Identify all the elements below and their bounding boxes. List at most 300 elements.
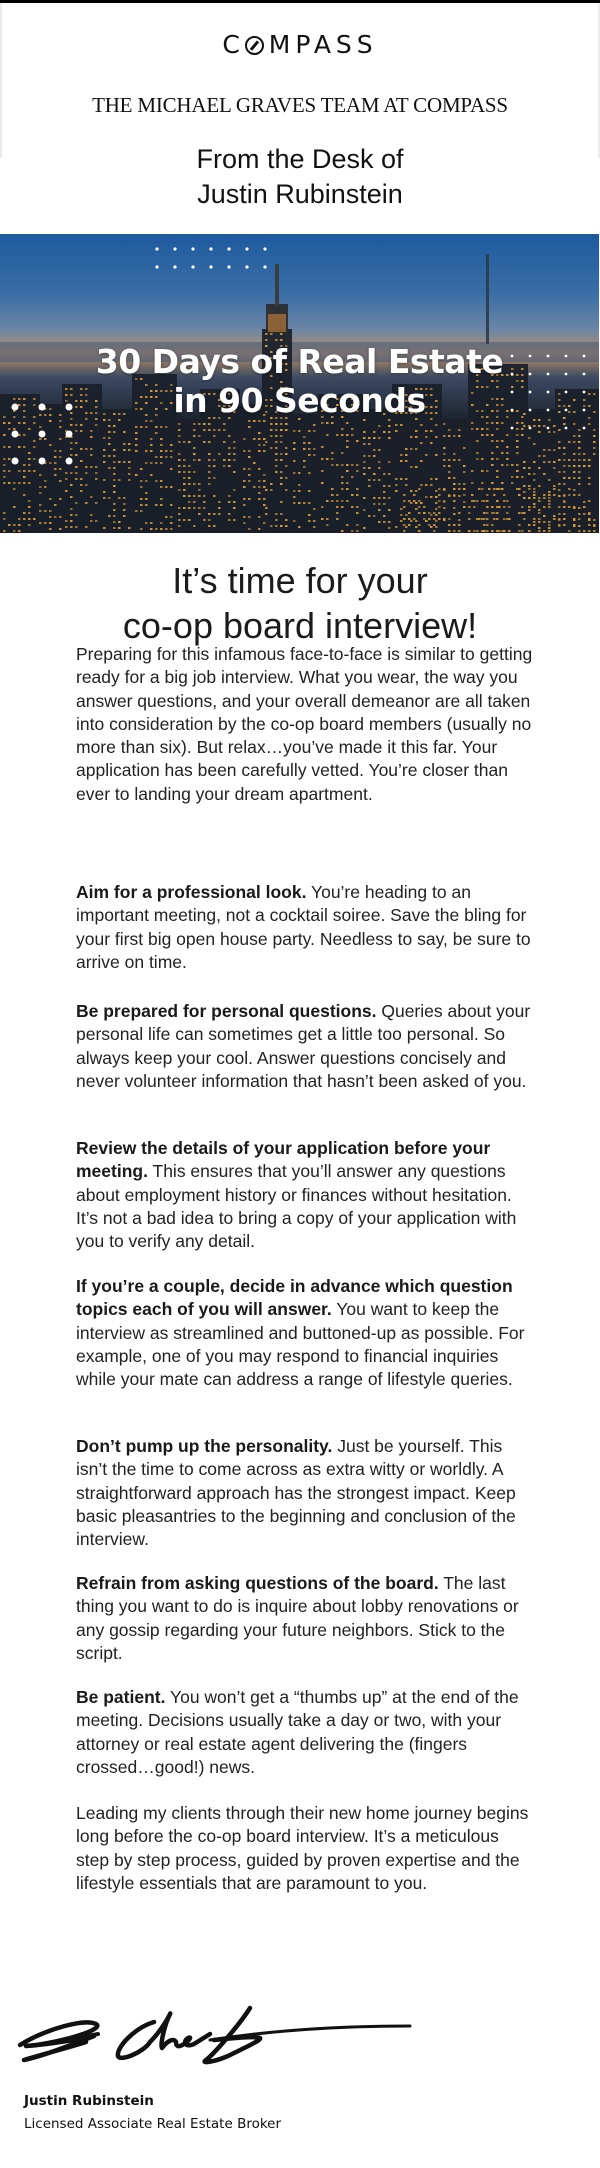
window-light [183, 495, 186, 497]
window-light [528, 506, 531, 508]
window-light [478, 488, 481, 490]
window-light [435, 490, 438, 492]
window-light [400, 514, 403, 516]
window-light [128, 473, 131, 475]
window-light [258, 516, 261, 518]
window-light [3, 476, 6, 478]
window-light [331, 422, 334, 424]
window-light [285, 423, 288, 425]
window-light [108, 515, 111, 517]
window-light [160, 456, 163, 458]
window-light [8, 428, 11, 430]
window-light [471, 494, 474, 496]
window-light [28, 512, 31, 514]
window-light [108, 467, 111, 469]
window-light [28, 500, 31, 502]
window-light [285, 465, 288, 467]
window-light [418, 500, 421, 502]
window-light [491, 524, 494, 526]
window-light [573, 489, 576, 491]
window-light [563, 471, 566, 473]
window-light [321, 470, 324, 472]
tip-lead: Aim for a professional look. [76, 882, 307, 902]
window-light [248, 456, 251, 458]
window-light [270, 435, 273, 437]
window-light [213, 477, 216, 479]
window-light [533, 518, 536, 520]
window-light [293, 520, 296, 522]
window-light [140, 510, 143, 512]
window-light [516, 422, 519, 424]
window-light [75, 430, 78, 432]
window-light [44, 480, 47, 482]
window-light [44, 486, 47, 488]
window-light [458, 429, 461, 431]
window-light [471, 428, 474, 430]
window-light [3, 434, 6, 436]
window-light [183, 489, 186, 491]
window-light [265, 513, 268, 515]
window-light [178, 441, 181, 443]
window-light [553, 485, 556, 487]
window-light [400, 478, 403, 480]
window-light [178, 453, 181, 455]
window-light [438, 518, 441, 520]
window-light [508, 530, 511, 532]
window-light [150, 522, 153, 524]
window-light [336, 518, 339, 520]
dot-grid-top [155, 247, 158, 250]
window-light [558, 429, 561, 431]
window-light [346, 434, 349, 436]
window-light [415, 508, 418, 510]
compass-o-icon [245, 36, 264, 55]
window-light [140, 504, 143, 506]
window-light [548, 521, 551, 523]
window-light [578, 429, 581, 431]
window-light [573, 435, 576, 437]
window-light [113, 461, 116, 463]
window-light [140, 426, 143, 428]
window-light [558, 524, 561, 526]
window-light [373, 437, 376, 439]
window-light [405, 460, 408, 462]
window-light [160, 522, 163, 524]
window-light [198, 489, 201, 491]
window-light [193, 435, 196, 437]
window-light [496, 476, 499, 478]
window-light [378, 437, 381, 439]
window-light [213, 429, 216, 431]
window-light [528, 497, 531, 499]
window-light [405, 454, 408, 456]
window-light [160, 486, 163, 488]
window-light [23, 476, 26, 478]
tip-paragraph [76, 1572, 536, 1665]
window-light [418, 512, 421, 514]
window-light [548, 479, 551, 481]
window-light [433, 518, 436, 520]
window-light [563, 524, 566, 526]
window-light [18, 482, 21, 484]
window-light [503, 530, 506, 532]
window-light [563, 506, 566, 508]
window-light [233, 441, 236, 443]
window-light [23, 422, 26, 424]
window-light [140, 486, 143, 488]
window-light [263, 420, 266, 422]
window-light [293, 448, 296, 450]
tip-paragraph [76, 1435, 536, 1551]
window-light [405, 514, 408, 516]
window-light [533, 503, 536, 505]
tip-paragraph [76, 1686, 536, 1779]
tip-paragraph [76, 881, 536, 974]
window-light [388, 485, 391, 487]
window-light [578, 483, 581, 485]
window-light [481, 488, 484, 490]
window-light [341, 488, 344, 490]
window-light [523, 497, 526, 499]
window-light [178, 507, 181, 509]
window-light [128, 449, 131, 451]
window-light [458, 524, 461, 526]
window-light [493, 494, 496, 496]
window-light [516, 452, 519, 454]
window-light [8, 482, 11, 484]
window-light [263, 504, 266, 506]
window-light [113, 479, 116, 481]
window-light [3, 422, 6, 424]
window-light [293, 502, 296, 504]
window-light [420, 442, 423, 444]
window-light [538, 431, 541, 433]
window-light [573, 477, 576, 479]
window-light [583, 453, 586, 455]
window-light [293, 430, 296, 432]
window-light [150, 528, 153, 530]
window-light [90, 454, 93, 456]
window-light [160, 498, 163, 500]
window-light [8, 446, 11, 448]
window-light [170, 468, 173, 470]
window-light [568, 530, 571, 532]
window-light [588, 483, 591, 485]
window-light [548, 461, 551, 463]
window-light [303, 466, 306, 468]
window-light [70, 520, 73, 522]
window-light [33, 446, 36, 448]
empire-state-spire [275, 264, 279, 306]
window-light [435, 508, 438, 510]
window-light [223, 423, 226, 425]
window-light [430, 514, 433, 516]
window-light [356, 440, 359, 442]
window-light [558, 513, 561, 515]
window-light [248, 420, 251, 422]
window-light [44, 522, 47, 524]
window-light [170, 450, 173, 452]
tip-lead: Don’t pump up the personality. [76, 1436, 333, 1456]
tower-spire [486, 254, 489, 344]
window-light [563, 518, 566, 520]
window-light [108, 425, 111, 427]
window-light [408, 512, 411, 514]
window-light [383, 473, 386, 475]
window-light [135, 426, 138, 428]
window-light [486, 524, 489, 526]
window-light [258, 432, 261, 434]
window-light [275, 453, 278, 455]
window-light [415, 466, 418, 468]
window-light [170, 444, 173, 446]
window-light [538, 425, 541, 427]
window-light [331, 452, 334, 454]
window-light [208, 513, 211, 515]
window-light [528, 485, 531, 487]
window-light [413, 518, 416, 520]
window-light [223, 441, 226, 443]
window-light [49, 510, 52, 512]
window-light [383, 521, 386, 523]
window-light [523, 491, 526, 493]
window-light [491, 482, 494, 484]
window-light [113, 473, 116, 475]
window-light [321, 446, 324, 448]
window-light [23, 512, 26, 514]
window-light [521, 476, 524, 478]
window-light [198, 483, 201, 485]
window-light [18, 470, 21, 472]
window-light [341, 500, 344, 502]
window-light [243, 450, 246, 452]
window-light [538, 467, 541, 469]
window-light [243, 516, 246, 518]
window-light [8, 458, 11, 460]
window-light [183, 507, 186, 509]
window-light [473, 500, 476, 502]
window-light [155, 504, 158, 506]
window-light [468, 530, 471, 532]
window-light [183, 465, 186, 467]
window-light [263, 486, 266, 488]
window-light [351, 428, 354, 430]
window-light [438, 488, 441, 490]
window-light [23, 434, 26, 436]
window-light [213, 513, 216, 515]
window-light [363, 431, 366, 433]
window-light [588, 512, 591, 514]
window-light [563, 465, 566, 467]
window-light [228, 453, 231, 455]
window-light [113, 467, 116, 469]
window-light [39, 510, 42, 512]
window-light [28, 464, 31, 466]
window-light [298, 484, 301, 486]
tip-text: You won’t get a “thumbs up” at the end of the meeting. Decisions usually take a day or two, with your attorney or real estate agent delivering the (fingers crossed…good!) news. [76, 1687, 519, 1777]
window-light [223, 429, 226, 431]
closing-paragraph: Leading my clients through their new home journey begins long before the co-op board interview. It’s a meticulous step by step process, guided by proven expertise and the lifestyle essentials that are paramount to you. [76, 1803, 529, 1893]
window-light [298, 472, 301, 474]
window-light [233, 459, 236, 461]
window-light [28, 506, 31, 508]
window-light [28, 452, 31, 454]
window-light [346, 470, 349, 472]
window-light [198, 513, 201, 515]
window-light [538, 485, 541, 487]
window-light [208, 519, 211, 521]
window-light [8, 470, 11, 472]
window-light [341, 428, 344, 430]
window-light [548, 494, 551, 496]
window-light [178, 429, 181, 431]
window-light [383, 431, 386, 433]
window-light [521, 422, 524, 424]
hero-banner[interactable] [0, 234, 599, 533]
window-light [80, 430, 83, 432]
window-light [54, 450, 57, 452]
window-light [188, 465, 191, 467]
window-light [533, 425, 536, 427]
window-light [573, 518, 576, 520]
window-light [521, 434, 524, 436]
handwritten-signature [14, 2000, 414, 2070]
window-light [54, 456, 57, 458]
article-headline [0, 558, 600, 648]
window-light [356, 470, 359, 472]
window-light [483, 530, 486, 532]
window-light [155, 432, 158, 434]
window-light [403, 500, 406, 502]
window-light [543, 461, 546, 463]
window-light [516, 464, 519, 466]
window-light [383, 485, 386, 487]
window-light [308, 490, 311, 492]
window-light [243, 480, 246, 482]
window-light [521, 428, 524, 430]
window-light [533, 479, 536, 481]
window-light [150, 474, 153, 476]
window-light [435, 436, 438, 438]
window-light [140, 498, 143, 500]
window-light [435, 502, 438, 504]
window-light [170, 456, 173, 458]
window-light [165, 426, 168, 428]
window-light [593, 435, 596, 437]
window-light [383, 515, 386, 517]
window-light [578, 530, 581, 532]
window-light [408, 518, 411, 520]
window-light [491, 422, 494, 424]
window-light [543, 515, 546, 517]
window-light [341, 452, 344, 454]
window-light [13, 482, 16, 484]
window-light [150, 438, 153, 440]
window-light [80, 448, 83, 450]
window-light [188, 483, 191, 485]
window-light [373, 515, 376, 517]
window-light [478, 518, 481, 520]
window-light [443, 465, 446, 467]
window-light [258, 492, 261, 494]
window-light [13, 506, 16, 508]
window-light [356, 512, 359, 514]
window-light [103, 497, 106, 499]
window-light [198, 435, 201, 437]
window-light [420, 502, 423, 504]
window-light [193, 471, 196, 473]
window-light [453, 494, 456, 496]
window-light [135, 444, 138, 446]
window-light [418, 524, 421, 526]
window-light [18, 446, 21, 448]
compass-logo[interactable] [0, 30, 600, 59]
window-light [558, 518, 561, 520]
window-light [493, 518, 496, 520]
window-light [135, 432, 138, 434]
window-light [193, 501, 196, 503]
window-light [263, 450, 266, 452]
window-light [160, 504, 163, 506]
window-light [368, 479, 371, 481]
window-light [303, 448, 306, 450]
window-light [228, 501, 231, 503]
window-light [336, 500, 339, 502]
window-light [523, 512, 526, 514]
window-light [533, 443, 536, 445]
window-light [410, 502, 413, 504]
window-light [80, 490, 83, 492]
window-light [443, 488, 446, 490]
window-light [3, 482, 6, 484]
dot-grid-left [66, 458, 73, 465]
window-light [90, 496, 93, 498]
window-light [400, 460, 403, 462]
window-light [280, 333, 283, 335]
window-light [458, 488, 461, 490]
window-light [378, 479, 381, 481]
window-light [458, 519, 461, 521]
window-light [33, 458, 36, 460]
window-light [183, 483, 186, 485]
window-light [388, 509, 391, 511]
window-light [543, 497, 546, 499]
window-light [346, 422, 349, 424]
window-light [108, 437, 111, 439]
window-light [208, 423, 211, 425]
window-light [3, 530, 6, 532]
window-light [85, 484, 88, 486]
team-name: THE MICHAEL GRAVES TEAM AT COMPASS [92, 93, 508, 117]
window-light [18, 530, 21, 532]
window-light [496, 428, 499, 430]
window-light [423, 506, 426, 508]
window-light [39, 486, 42, 488]
window-light [85, 472, 88, 474]
window-light [275, 435, 278, 437]
window-light [548, 503, 551, 505]
window-light [178, 519, 181, 521]
window-light [463, 447, 466, 449]
window-light [265, 507, 268, 509]
window-light [90, 436, 93, 438]
window-light [458, 483, 461, 485]
window-light [518, 488, 521, 490]
window-light [453, 524, 456, 526]
window-light [428, 512, 431, 514]
window-light [108, 497, 111, 499]
window-light [183, 471, 186, 473]
